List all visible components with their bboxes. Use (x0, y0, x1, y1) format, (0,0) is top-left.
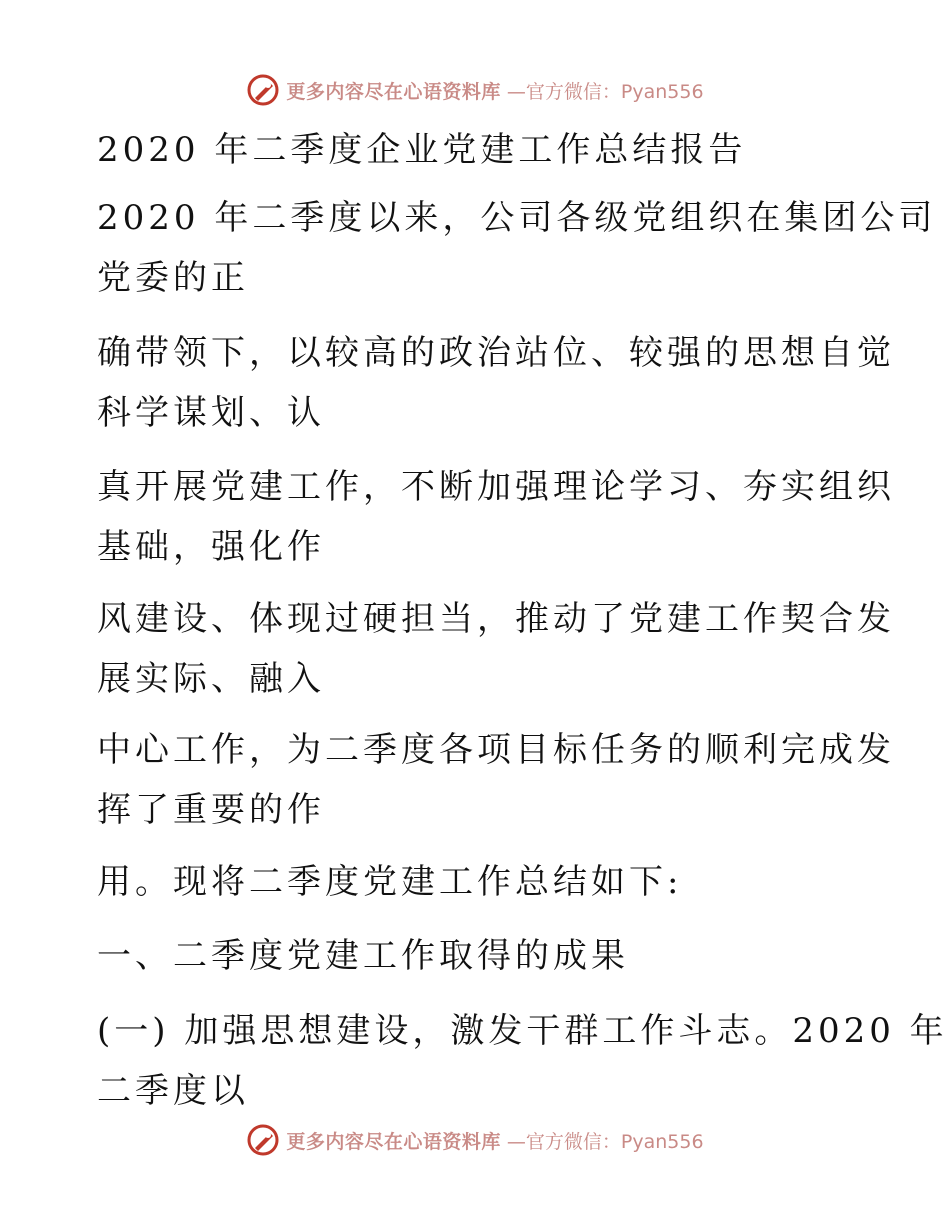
document-line: 用。现将二季度党建工作总结如下: (97, 862, 683, 902)
document-line: 挥了重要的作 (97, 790, 325, 830)
document-line: 2020 年二季度以来，公司各级党组织在集团公司 (97, 198, 937, 238)
header-wechat-text: —官方微信：Pyan556 (506, 80, 704, 103)
document-title: 2020 年二季度企业党建工作总结报告 (97, 130, 747, 170)
footer-site-text: 更多内容尽在心语资料库 (286, 1130, 501, 1153)
document-line: 科学谋划、认 (97, 393, 325, 433)
document-line: 展实际、融入 (97, 659, 325, 699)
header-site-text: 更多内容尽在心语资料库 (286, 80, 501, 103)
document-line: 真开展党建工作，不断加强理论学习、夯实组织 (97, 467, 895, 507)
footer-wechat-text: —官方微信：Pyan556 (506, 1130, 704, 1153)
header-watermark-banner (0, 70, 950, 110)
section-heading: 一、二季度党建工作取得的成果 (97, 936, 629, 976)
document-line: 确带领下，以较高的政治站位、较强的思想自觉 (97, 333, 895, 373)
pen-logo-icon (246, 73, 280, 107)
subsection-heading: (一) 加强思想建设，激发干群工作斗志。2020 年 (97, 1011, 948, 1051)
pen-logo-icon (246, 1123, 280, 1157)
document-line: 二季度以 (97, 1071, 249, 1111)
document-line: 党委的正 (97, 258, 249, 298)
document-line: 风建设、体现过硬担当，推动了党建工作契合发 (97, 599, 895, 639)
document-line: 中心工作，为二季度各项目标任务的顺利完成发 (97, 730, 895, 770)
document-line: 基础，强化作 (97, 527, 325, 567)
footer-watermark-banner (0, 1120, 950, 1160)
